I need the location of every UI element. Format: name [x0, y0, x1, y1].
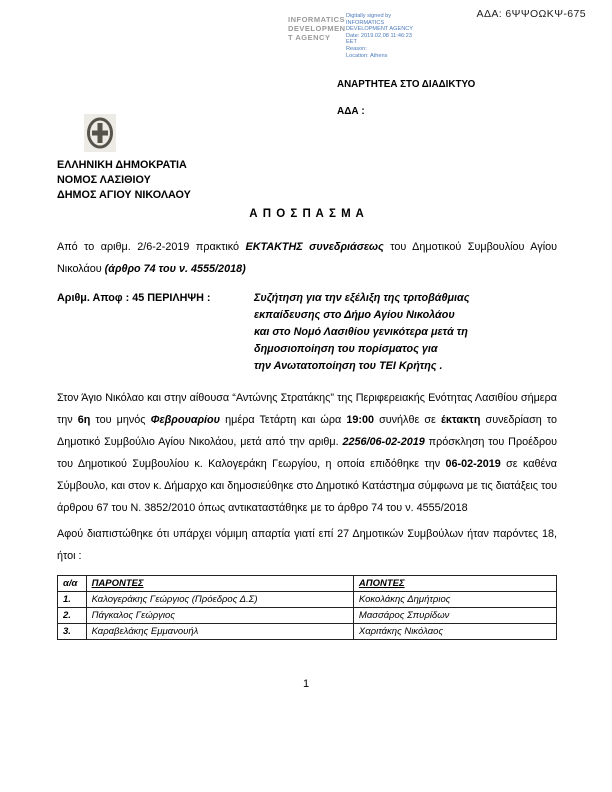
- present-member: Καλογεράκης Γεώργιος (Πρόεδρος Δ.Σ): [86, 592, 353, 608]
- org-line-municipality: ΔΗΜΟΣ ΑΓΙΟΥ ΝΙΚΟΛΑΟΥ: [57, 189, 191, 201]
- header-present-label: ΠΑΡΟΝΤΕΣ: [91, 578, 144, 589]
- header-index: α/α: [58, 576, 87, 592]
- stamp-line: Location: Athens: [346, 52, 388, 59]
- document-body: [57, 208, 557, 640]
- quorum-paragraph: Αφού διαπιστώθηκε ότι υπάρχει νόμιμη απαρτία γιατί επί 27 Δημοτικών Συμβούλων ήταν παρόντες 18, ήτοι :: [57, 528, 557, 562]
- agency-name-line: INFORMATICS: [288, 15, 346, 24]
- stamp-line: DEVELOPMENT AGENCY: [346, 26, 414, 33]
- absent-member: Κοκολάκης Δημήτριος: [353, 592, 556, 608]
- absent-member: Μασσάρος Σπυρίδων: [353, 608, 556, 624]
- summary-line: Συζήτηση για την εξέλιξη της τριτοβάθμιας: [254, 292, 470, 304]
- header-absent-label: ΑΠΟΝΤΕΣ: [358, 578, 405, 589]
- header-present: [86, 576, 353, 592]
- table-row: [58, 592, 557, 608]
- row-index: 1.: [58, 592, 87, 608]
- header-absent: [353, 576, 556, 592]
- stamp-line: Date: 2019.02.08 11:46:23: [346, 32, 412, 39]
- ada-number-top: ΑΔΑ: 6ΨΨΟΩΚΨ-675: [476, 8, 586, 20]
- summary-line: και στο Νομό Λασιθίου γενικότερα μετά τη: [254, 326, 468, 338]
- absent-member: Χαριτάκης Νικόλαος: [353, 624, 556, 640]
- summary-line: την Ανωτατοποίηση του ΤΕΙ Κρήτης .: [254, 360, 443, 372]
- agency-name-line: DEVELOPMEN: [288, 24, 346, 33]
- stamp-line: INFORMATICS: [346, 19, 385, 26]
- ada-label: ΑΔΑ :: [337, 106, 365, 117]
- attendance-header-row: [58, 576, 557, 592]
- attendance-table: [57, 575, 557, 640]
- present-member: Καραβελάκης Εμμανουήλ: [86, 624, 353, 640]
- table-row: [58, 608, 557, 624]
- stamp-line: Reason:: [346, 45, 367, 52]
- summary-line: δημοσιοποίηση του πορίσματος για: [254, 343, 438, 355]
- row-index: 2.: [58, 608, 87, 624]
- row-index: 3.: [58, 624, 87, 640]
- digital-signature-stamp: [346, 13, 413, 59]
- stamp-line: Digitally signed by: [346, 13, 392, 19]
- anartitea-label: ΑΝΑΡΤΗΤΕΑ ΣΤΟ ΔΙΑΔΙΚΤΥΟ: [337, 79, 476, 90]
- org-line-prefecture: ΝΟΜΟΣ ΛΑΣΙΘΙΟΥ: [57, 174, 151, 186]
- present-member: Πάγκαλος Γεώργιος: [86, 608, 353, 624]
- table-row: [58, 624, 557, 640]
- summary-line: εκπαίδευσης στο Δήμο Αγίου Νικολάου: [254, 309, 455, 321]
- stamp-line: EET: [346, 39, 357, 46]
- decision-summary-block: [57, 290, 557, 375]
- agency-name-line: T AGENCY: [288, 33, 331, 42]
- page-number: 1: [302, 678, 310, 690]
- session-paragraph: Στον Άγιο Νικόλαο και στην αίθουσα “Αντώνης Στρατάκης” της Περιφερειακής Ενότητας Λασιθίου σήμερα την 6η του μηνός Φεβρουαρίου ημέρα Τετάρτη και ώρα 19:00 συνήλθε σε έκτακτη συνεδρίαση το Δημοτικό Συμβούλιο Αγίου Νικολάου, μετά από την αριθμ. 2256/06-02-2019 πρόσκληση του Προέδρου του Δημοτικού Συμβουλίου κ. Καλογεράκη Γεωργίου, η οποία επιδόθηκε την 06-02-2019 σε καθένα Σύμβουλο, και στον κ. Δήμαρχο και δημοσιεύθηκε στο Δημοτικό Κατάστημα σύμφωνα με τις διατάξεις του άρθρου 67 του Ν. 3852/2010 όπως αντικαταστάθηκε με το άρθρο 74 του ν. 4555/2018: [57, 392, 557, 514]
- informatics-agency-name: [288, 15, 346, 42]
- decision-summary-text: [254, 290, 557, 375]
- org-line-republic: ΕΛΛΗΝΙΚΗ ΔΗΜΟΚΡΑΤΙΑ: [57, 159, 187, 171]
- hellenic-republic-emblem-icon: [84, 114, 116, 152]
- decision-number-label: Αριθμ. Αποφ : 45 ΠΕΡΙΛΗΨΗ :: [57, 292, 211, 304]
- document-title: Α Π Ο Σ Π Α Σ Μ Α: [249, 208, 365, 220]
- organization-block: [57, 158, 191, 203]
- intro-paragraph: Από το αριθμ. 2/6-2-2019 πρακτικό ΕΚΤΑΚΤΗΣ συνεδριάσεως του Δημοτικού Συμβουλίου Αγίου Νικολάου (άρθρο 74 του ν. 4555/2018): [57, 241, 558, 275]
